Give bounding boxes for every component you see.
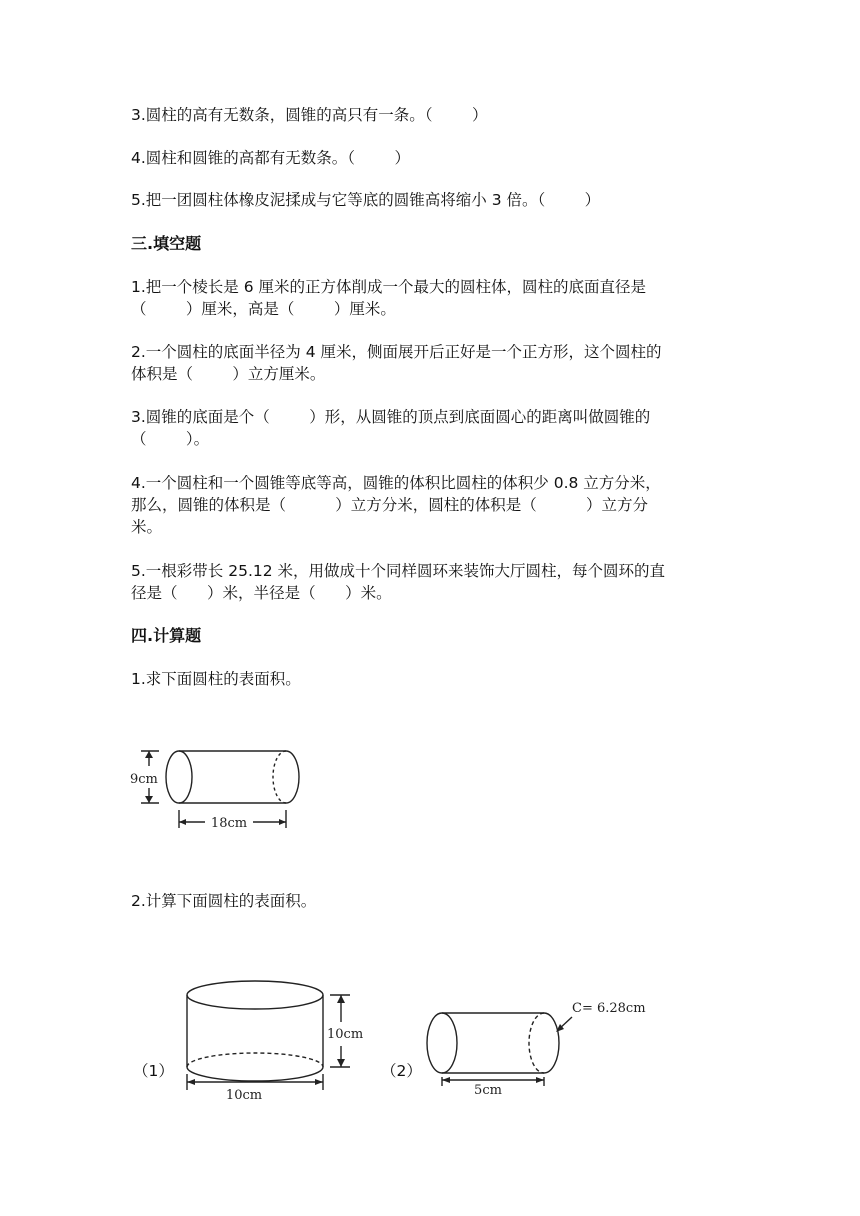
judge-question-4: 4.圆柱和圆锥的高都有无数条。（ ） [131,149,410,167]
cylinder-2-2-circumference-label: C= 6.28cm [572,1001,646,1016]
fig-2-2-prefix: （2） [381,1062,422,1080]
fill-question-2-line-2: 体积是（ ）立方厘米。 [131,365,326,383]
fill-question-1-line-1: 1.把一个棱长是 6 厘米的正方体削成一个最大的圆柱体，圆柱的底面直径是 [131,278,647,296]
cylinder-figure-1 [125,738,315,838]
fig-2-1-prefix: （1） [133,1062,174,1080]
calc-question-2: 2.计算下面圆柱的表面积。 [131,892,317,910]
fill-question-1-line-2: （ ）厘米，高是（ ）厘米。 [131,300,396,318]
fill-question-4-line-3: 米。 [131,518,163,536]
cylinder-figure-2-1 [170,972,370,1107]
fill-question-3-line-1: 3.圆锥的底面是个（ ）形，从圆锥的顶点到底面圆心的距离叫做圆锥的 [131,408,651,426]
cylinder-2-2-length-label: 5cm [474,1083,502,1098]
cylinder-1-length-label: 18cm [210,816,248,831]
fill-question-4-line-1: 4.一个圆柱和一个圆锥等底等高，圆锥的体积比圆柱的体积少 0.8 立方分米， [131,474,661,492]
cylinder-2-1-height-label: 10cm [327,1027,364,1042]
section-heading-fill: 三.填空题 [131,234,202,253]
calc-question-1: 1.求下面圆柱的表面积。 [131,670,301,688]
section-heading-calc: 四.计算题 [131,626,202,645]
judge-question-3: 3.圆柱的高有无数条，圆锥的高只有一条。（ ） [131,106,488,124]
cylinder-2-1-diameter-label: 10cm [225,1088,263,1103]
fill-question-3-line-2: （ ）。 [131,430,210,448]
judge-question-5: 5.把一团圆柱体橡皮泥揉成与它等底的圆锥高将缩小 3 倍。（ ） [131,191,601,209]
fill-question-2-line-1: 2.一个圆柱的底面半径为 4 厘米，侧面展开后正好是一个正方形，这个圆柱的 [131,343,662,361]
fill-question-4-line-2: 那么，圆锥的体积是（ ）立方分米，圆柱的体积是（ ）立方分 [131,496,649,514]
cylinder-1-height-label: 9cm [130,772,158,787]
fill-question-5-line-1: 5.一根彩带长 25.12 米，用做成十个同样圆环来装饰大厅圆柱，每个圆环的直 [131,562,666,580]
fill-question-5-line-2: 径是（ ）米，半径是（ ）米。 [131,584,392,602]
cylinder-figure-2-2 [415,990,646,1100]
